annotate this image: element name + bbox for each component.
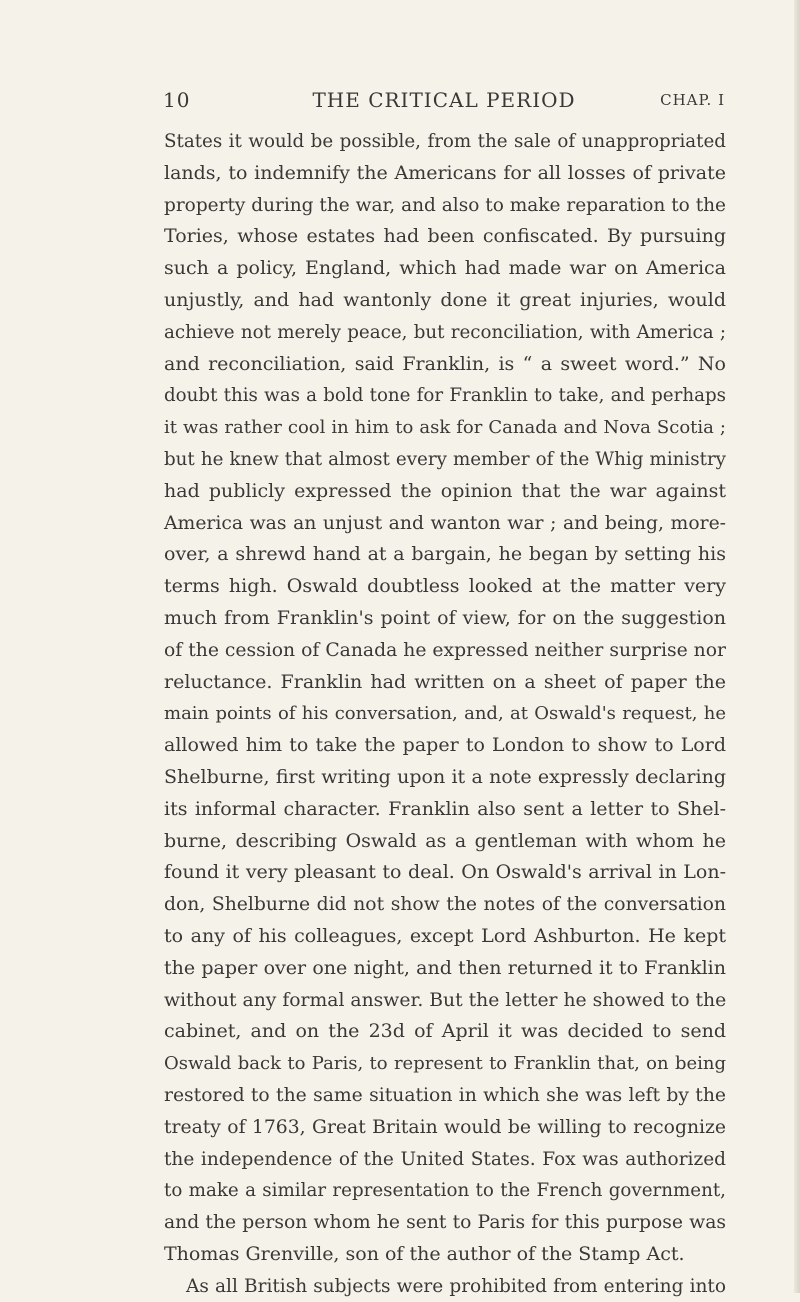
running-title: THE CRITICAL PERIOD: [312, 88, 576, 112]
text-line: to make a similar representation to the French government,: [164, 1180, 726, 1202]
text-line: As all British subjects were prohibited from entering into: [186, 1275, 726, 1297]
text-line: allowed him to take the paper to London to show to Lord: [164, 734, 726, 757]
text-line: main points of his conversation, and, at Oswald's request, he: [164, 703, 726, 725]
text-line: States it would be possible, from the sale of unappropriated: [164, 131, 726, 152]
text-line: don, Shelburne did not show the notes of the conversation: [164, 894, 726, 916]
text-line: its informal character. Franklin also sent a letter to Shel-: [164, 797, 726, 820]
text-line: America was an unjust and wanton war ; and being, more-: [164, 512, 726, 534]
text-line: much from Franklin's point of view, for on the suggestion: [164, 606, 726, 629]
text-line: but he knew that almost every member of the Whig ministry: [164, 448, 726, 470]
text-line: reluctance. Franklin had written on a sheet of paper the: [164, 670, 726, 693]
text-line: achieve not merely peace, but reconciliation, with America ;: [164, 321, 726, 343]
text-line: found it very pleasant to deal. On Oswald's arrival in Lon-: [164, 861, 726, 884]
text-line: property during the war, and also to make reparation to the: [164, 194, 726, 216]
text-line: it was rather cool in him to ask for Canada and Nova Scotia ;: [164, 417, 726, 439]
text-line: lands, to indemnify the Americans for all losses of private: [164, 161, 726, 184]
page-number: 10: [163, 88, 191, 112]
text-line: and reconciliation, said Franklin, is “ a sweet word.” No: [164, 352, 726, 375]
page-edge-shadow: [794, 0, 800, 1293]
text-line: unjustly, and had wantonly done it great injuries, would: [164, 288, 726, 311]
text-line: burne, describing Oswald as a gentleman with whom he: [164, 829, 726, 852]
chapter-label: CHAP. I: [660, 91, 725, 109]
text-line: terms high. Oswald doubtless looked at the matter very: [164, 575, 726, 598]
text-line: such a policy, England, which had made war on America: [164, 257, 726, 280]
text-line: Tories, whose estates had been confiscated. By pursuing: [164, 225, 726, 248]
text-line: Shelburne, first writing upon it a note expressly declaring: [164, 765, 726, 788]
text-line: treaty of 1763, Great Britain would be willing to recognize: [164, 1116, 726, 1138]
text-line: restored to the same situation in which she was left by the: [164, 1084, 726, 1106]
text-line: doubt this was a bold tone for Franklin to take, and perhaps: [164, 385, 726, 407]
text-line: the independence of the United States. Fox was authorized: [164, 1148, 726, 1170]
text-line: over, a shrewd hand at a bargain, he began by setting his: [164, 543, 726, 566]
text-line: and the person whom he sent to Paris for this purpose was: [164, 1212, 726, 1234]
text-line: of the cession of Canada he expressed neither surprise nor: [164, 639, 726, 661]
text-line: to any of his colleagues, except Lord Ashburton. He kept: [164, 924, 726, 947]
text-line: cabinet, and on the 23d of April it was decided to send: [164, 1020, 726, 1043]
text-line: Thomas Grenville, son of the author of the Stamp Act.: [164, 1242, 685, 1265]
text-line: the paper over one night, and then returned it to Franklin: [164, 956, 726, 979]
text-line: had publicly expressed the opinion that the war against: [164, 479, 726, 502]
body-text: [164, 126, 726, 1302]
running-header: [163, 88, 725, 112]
text-line: Oswald back to Paris, to represent to Franklin that, on being: [164, 1053, 726, 1075]
text-line: without any formal answer. But the letter he showed to the: [164, 989, 727, 1011]
